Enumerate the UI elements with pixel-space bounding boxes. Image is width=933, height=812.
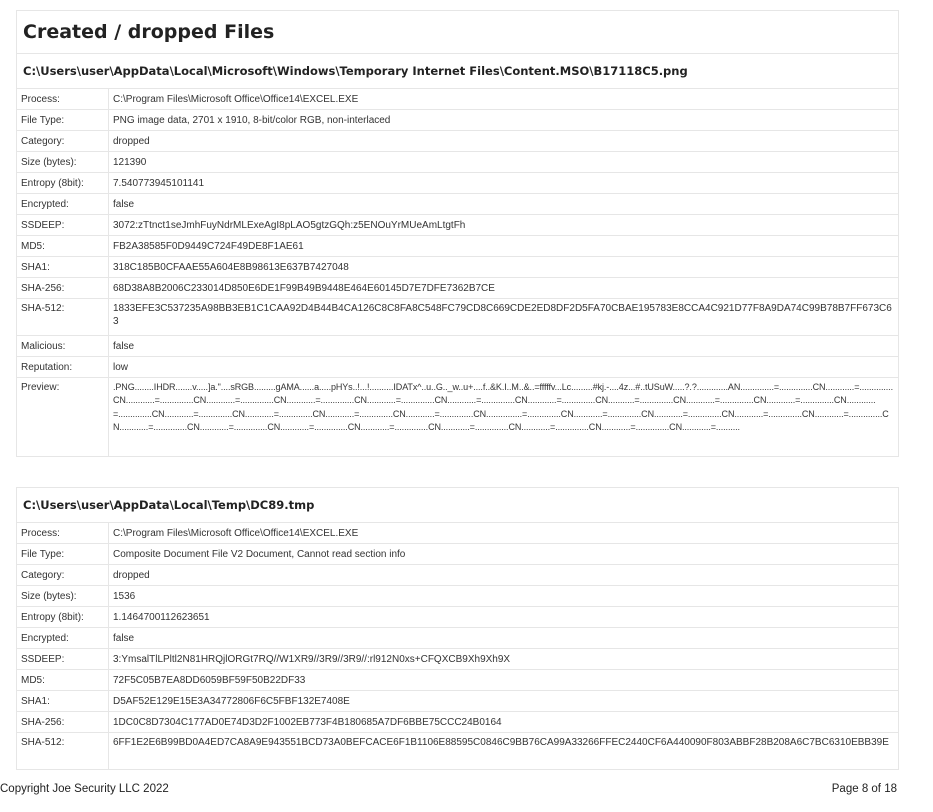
field-value: C:\Program Files\Microsoft Office\Office14\EXCEL.EXE [113, 93, 359, 105]
field-label: Process: [17, 89, 109, 110]
table-row [17, 733, 898, 770]
field-value: 3:YmsalTlLPltl2N81HRQjlORGt7RQ//W1XR9//3R9//3R9//:rl912N0xs+CFQXCB9Xh9Xh9X [109, 649, 899, 670]
field-value: D5AF52E129E15E3A34772806F6C5FBF132E7408E [109, 691, 899, 712]
table-row [17, 544, 898, 565]
file-section-2 [16, 487, 899, 770]
field-label: File Type: [17, 544, 109, 565]
table-row [17, 691, 898, 712]
field-label: SSDEEP: [17, 649, 109, 670]
field-label: Reputation: [17, 357, 109, 378]
footer-copyright: Copyright Joe Security LLC 2022 [0, 783, 169, 795]
field-label: Encrypted: [17, 628, 109, 649]
table-row [17, 278, 898, 299]
field-label: Category: [17, 131, 109, 152]
table-row [17, 523, 898, 544]
field-value: false [109, 336, 899, 357]
file-section-1 [16, 10, 899, 457]
file-details-table [17, 89, 898, 456]
field-label: SSDEEP: [17, 215, 109, 236]
field-value: false [109, 628, 899, 649]
field-value: 318C185B0CFAAE55A604E8B98613E637B7427048 [109, 257, 899, 278]
field-value: false [109, 194, 899, 215]
field-value: 1DC0C8D7304C177AD0E74D3D2F1002EB773F4B180685A7DF6BBE75CCC24B0164 [109, 712, 899, 733]
field-value: PNG image data, 2701 x 1910, 8-bit/color RGB, non-interlaced [109, 110, 899, 131]
table-row [17, 173, 898, 194]
field-label: Entropy (8bit): [17, 607, 109, 628]
table-row [17, 336, 898, 357]
table-row [17, 670, 898, 691]
table-row [17, 110, 898, 131]
field-value: 68D38A8B2006C233014D850E6DE1F99B49B9448E464E60145D7E7DFE7362B7CE [109, 278, 899, 299]
field-value: 72F5C05B7EA8DD6059BF59F50B22DF33 [109, 670, 899, 691]
field-label: SHA-256: [17, 712, 109, 733]
table-row [17, 89, 898, 110]
table-row [17, 236, 898, 257]
field-label: Preview: [17, 378, 109, 457]
field-label: File Type: [17, 110, 109, 131]
field-value: FB2A38585F0D9449C724F49DE8F1AE61 [109, 236, 899, 257]
table-row [17, 378, 898, 457]
field-label: SHA-512: [17, 733, 109, 770]
field-value: 1833EFE3C537235A98BB3EB1C1CAA92D4B44B4CA126C8C8FA8C548FC79CD8C669CDE2ED8DF2D5FA70CBAE195783E8CCA4C921D77F8A9DA74C99B78B7FF673C63 [109, 299, 899, 336]
field-value: 1536 [109, 586, 899, 607]
field-value: 1.1464700112623651 [109, 607, 899, 628]
field-label: MD5: [17, 236, 109, 257]
table-row [17, 152, 898, 173]
field-label: Entropy (8bit): [17, 173, 109, 194]
field-value: dropped [109, 565, 899, 586]
field-value: C:\Program Files\Microsoft Office\Office14\EXCEL.EXE [113, 527, 359, 539]
footer-page-number: Page 8 of 18 [831, 783, 897, 795]
preview-value: .PNG........IHDR.......v.....]a."....sRGB.........gAMA......a.....pHYs..!...!..........IDATx^..u..G.._w..u+....f..&K.I..M..&..=fffffv...Lc.........#kj.-....4z...#..tUSuW.....?.?.............AN..............=..............CN............=..............CN............=..............CN............=..............CN............=..............CN............=..............CN............=..............CN............=..............CN...........=..............CN............=..............CN............=..............CN............=..............CN............=..............CN............=..............CN............=..............CN............=..............CN...............=..............CN............=..............CN............=..............CN............=..............CN............=..............CN............=..............CN............=..............CN............=..............CN............=..............CN............=..............CN............=..............CN............=..............CN............=.......... [109, 378, 899, 457]
field-label: Category: [17, 565, 109, 586]
field-value: 7.540773945101141 [109, 173, 899, 194]
table-row [17, 607, 898, 628]
field-label: Size (bytes): [17, 152, 109, 173]
table-row [17, 299, 898, 336]
field-value: Composite Document File V2 Document, Cannot read section info [109, 544, 899, 565]
file-path-heading: C:\Users\user\AppData\Local\Temp\DC89.tmp [17, 488, 898, 523]
field-label: Malicious: [17, 336, 109, 357]
field-label: SHA-512: [17, 299, 109, 336]
table-row [17, 649, 898, 670]
field-label: SHA-256: [17, 278, 109, 299]
field-label: SHA1: [17, 691, 109, 712]
table-row [17, 131, 898, 152]
file-details-table [17, 523, 898, 769]
field-label: SHA1: [17, 257, 109, 278]
page-title: Created / dropped Files [17, 11, 898, 54]
file-path-heading: C:\Users\user\AppData\Local\Microsoft\Windows\Temporary Internet Files\Content.MSO\B17118C5.png [17, 54, 898, 89]
field-label: Encrypted: [17, 194, 109, 215]
table-row [17, 215, 898, 236]
field-label: MD5: [17, 670, 109, 691]
table-row [17, 257, 898, 278]
field-value: 121390 [109, 152, 899, 173]
table-row [17, 357, 898, 378]
table-row [17, 194, 898, 215]
field-value: 3072:zTtnct1seJmhFuyNdrMLExeAgI8pLAO5gtzGQh:z5ENOuYrMUeAmLtgtFh [109, 215, 899, 236]
table-row [17, 586, 898, 607]
field-value: dropped [109, 131, 899, 152]
field-label: Size (bytes): [17, 586, 109, 607]
table-row [17, 565, 898, 586]
table-row [17, 628, 898, 649]
field-label: Process: [17, 523, 109, 544]
field-value: low [109, 357, 899, 378]
table-row [17, 712, 898, 733]
field-value: 6FF1E2E6B99BD0A4ED7CA8A9E943551BCD73A0BEFCACE6F1B1106E88595C0846C9BB76CA99A33266FFEC2440CF6A440090F803ABBF28B208A6C7BC6310EBB39E [109, 733, 899, 770]
